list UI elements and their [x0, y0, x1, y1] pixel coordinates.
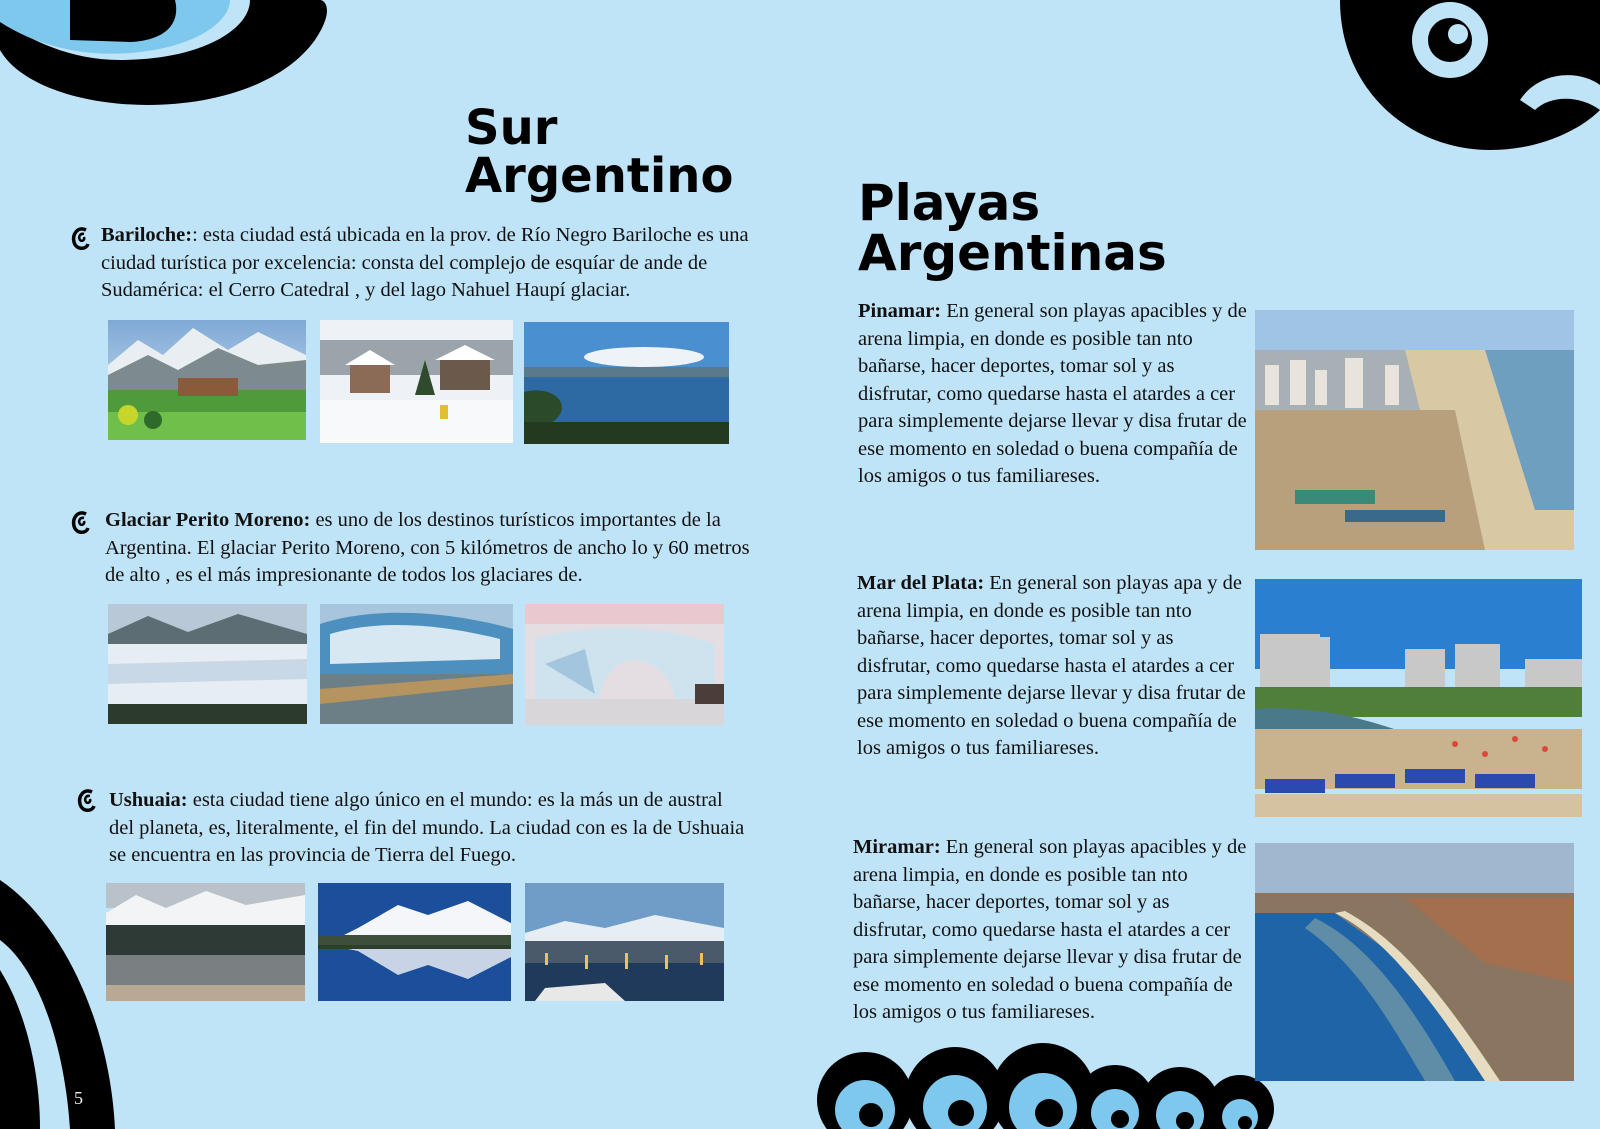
- page-number: 5: [74, 1088, 83, 1108]
- photo-glacier-tourists: [320, 604, 513, 724]
- section-text: En general son playas apacibles y de arena limpia, en donde es posible tan nto bañarse, hacer deportes, tomar sol y as disfrutar, como quedarse hasta el atardes a cer para simplemente dejarse llevar y disa frutar de ese momento en soledad o buena compañía de los amigos o tus familiareses.: [858, 300, 1247, 487]
- left-page-title: [465, 100, 734, 204]
- title-line: Argentino: [465, 148, 734, 204]
- swirl-bullet-icon: [70, 508, 92, 538]
- section-text: En general son playas apacibles y de arena limpia, en donde es posible tan nto bañarse, hacer deportes, tomar sol y as disfrutar, como quedarse hasta el atardes a cer para simplemente dejarse llevar y disa frutar de ese momento en soledad o buena compañía de los amigos o tus familiareses.: [853, 836, 1247, 1023]
- section-name: Bariloche:: [101, 224, 193, 246]
- section-name: Mar del Plata:: [857, 572, 985, 594]
- section-name: Ushuaia:: [109, 789, 188, 811]
- photo-pinamar-beach: [1255, 310, 1574, 550]
- section-text: : esta ciudad está ubicada en la prov. de Río Negro Bariloche es una ciudad turística por excelencia: consta del complejo de esquíar de ande de Sudamérica: el Cerro Catedral , y del lago Nahuel Haupí glaciar.: [101, 224, 749, 301]
- title-line: Sur: [465, 100, 558, 156]
- right-page-title: [858, 174, 1167, 282]
- section-bariloche: [101, 222, 751, 305]
- section-text: es uno de los destinos turísticos importantes de la Argentina. El glaciar Perito Moreno, con 5 kilómetros de ancho lo y 60 metros de alto , es el más impresionante de todos los glaciares de.: [105, 509, 750, 586]
- title-line: Argentinas: [858, 224, 1167, 282]
- photo-bariloche-snow-village: [320, 320, 513, 443]
- section-name: Pinamar:: [858, 300, 942, 322]
- photo-glacier-front: [108, 604, 307, 724]
- photo-lago-nahuel-huapi: [524, 322, 729, 444]
- photo-ushuaia-city: [106, 883, 305, 1001]
- section-mar-del-plata: [857, 570, 1247, 763]
- swirl-top-right-decoration: [1340, 0, 1600, 160]
- title-line: Playas: [858, 174, 1041, 232]
- swirl-bullet-icon: [76, 786, 98, 816]
- section-name: Glaciar Perito Moreno:: [105, 509, 311, 531]
- photo-glacier-arch: [525, 604, 724, 725]
- section-ushuaia: [109, 787, 749, 870]
- photo-mar-del-plata-beach: [1255, 579, 1582, 817]
- section-name: Miramar:: [853, 836, 941, 858]
- section-miramar: [853, 834, 1248, 1027]
- section-text: En general son playas apa y de arena limpia, en donde es posible tan nto bañarse, hacer deportes, tomar sol y as disfrutar, como quedarse hasta el atardes a cer para simplemente dejarse llevar y disa frutar de ese momento en soledad o buena compañía de los amigos o tus familiareses.: [857, 572, 1246, 759]
- swirl-bottom-waves-decoration: [815, 1035, 1275, 1129]
- photo-bariloche-mountains: [108, 320, 306, 440]
- photo-ushuaia-night-harbor: [525, 883, 724, 1001]
- photo-miramar-coast: [1255, 843, 1574, 1081]
- section-text: esta ciudad tiene algo único en el mundo: es la más un de austral del planeta, es, literalmente, el fin del mundo. La ciudad con es la de Ushuaia se encuentra en las provincia de Tierra del Fuego.: [109, 789, 745, 866]
- section-pinamar: [858, 298, 1248, 491]
- photo-ushuaia-reflection: [318, 883, 511, 1001]
- section-perito-moreno: [105, 507, 755, 590]
- swirl-bullet-icon: [70, 224, 92, 254]
- swirl-top-left-decoration: [0, 0, 340, 120]
